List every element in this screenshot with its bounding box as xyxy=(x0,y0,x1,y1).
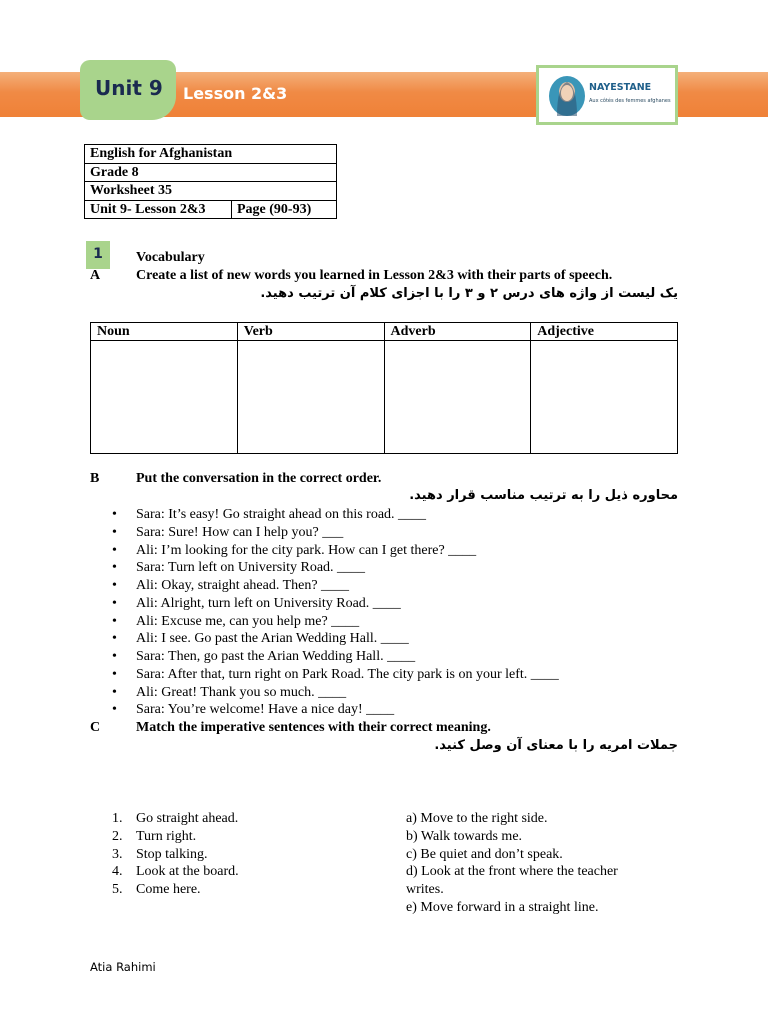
logo-woman-icon xyxy=(549,76,585,116)
list-item: 1. Go straight ahead. xyxy=(112,811,239,826)
meaning: e) Move forward in a straight line. xyxy=(406,899,599,915)
conversation-line: Sara: Turn left on University Road. ____ xyxy=(136,560,366,576)
list-item: • Sara: It’s easy! Go straight ahead on this road. ____ xyxy=(112,507,427,522)
adjective-cell[interactable] xyxy=(531,341,678,454)
part-b-instruction-fa: محاوره ذیل را به ترتیب مناسب قرار دهید. xyxy=(409,488,678,503)
sentence-list xyxy=(108,810,239,899)
section-title: Vocabulary xyxy=(136,250,205,265)
info-grade: Grade 8 xyxy=(85,163,337,182)
sentence: Come here. xyxy=(136,882,201,897)
list-item: • Sara: Then, go past the Arian Wedding Hall. ____ xyxy=(112,649,416,664)
conversation-line: Ali: Great! Thank you so much. ____ xyxy=(136,684,347,700)
list-item: • Ali: I’m looking for the city park. How can I get there? ____ xyxy=(112,542,477,558)
list-item: • Sara: Turn left on University Road. ____ xyxy=(112,560,366,576)
conversation-line: Sara: You’re welcome! Have a nice day! ____ xyxy=(136,702,395,718)
info-table xyxy=(84,144,337,219)
lesson-title: Lesson 2&3 xyxy=(183,84,288,103)
part-b-instruction: Put the conversation in the correct order. xyxy=(136,471,382,486)
section-number: 1 xyxy=(86,241,110,269)
parts-of-speech-table xyxy=(90,322,678,454)
conversation-line: Ali: Okay, straight ahead. Then? ____ xyxy=(136,578,350,593)
meaning: c) Be quiet and don’t speak. xyxy=(406,846,563,862)
adverb-cell[interactable] xyxy=(384,341,531,454)
list-item: • Ali: I see. Go past the Arian Wedding Hall. ____ xyxy=(112,631,409,647)
logo-tagline: Aux côtés des femmes afghanes xyxy=(589,98,671,104)
list-item: • Ali: Excuse me, can you help me? ____ xyxy=(112,613,360,629)
sentence: Stop talking. xyxy=(136,846,208,862)
column-noun: Noun xyxy=(91,323,238,341)
list-item: • Ali: Okay, straight ahead. Then? ____ xyxy=(112,578,350,593)
list-item: • Ali: Alright, turn left on University Road. ____ xyxy=(112,595,401,611)
column-adjective: Adjective xyxy=(531,323,678,341)
meaning: d) Look at the front where the teacher writes. xyxy=(406,864,618,897)
info-worksheet: Worksheet 35 xyxy=(85,182,337,201)
meaning: a) Move to the right side. xyxy=(406,811,548,826)
info-page: Page (90-93) xyxy=(232,200,337,219)
conversation-list xyxy=(108,506,559,719)
part-c-letter: C xyxy=(90,720,101,735)
sentence: Turn right. xyxy=(136,828,197,844)
conversation-line: Sara: Then, go past the Arian Wedding Hall. ____ xyxy=(136,649,416,664)
conversation-line: Ali: I see. Go past the Arian Wedding Hall. ____ xyxy=(136,631,409,647)
info-book: English for Afghanistan xyxy=(85,145,337,164)
verb-cell[interactable] xyxy=(237,341,384,454)
list-item: • Sara: After that, turn right on Park Road. The city park is on your left. ____ xyxy=(112,666,559,682)
part-c-instruction-fa: جملات امریه را با معنای آن وصل کنید. xyxy=(434,738,678,753)
info-lesson: Unit 9- Lesson 2&3 xyxy=(85,200,232,219)
column-verb: Verb xyxy=(237,323,384,341)
meaning: b) Walk towards me. xyxy=(406,828,523,844)
meaning-list xyxy=(406,810,656,917)
column-adverb: Adverb xyxy=(384,323,531,341)
list-item: • Ali: Great! Thank you so much. ____ xyxy=(112,684,347,700)
logo-name: NAYESTANE xyxy=(589,82,652,93)
footer-author: Atia Rahimi xyxy=(90,960,156,974)
conversation-line: Ali: Excuse me, can you help me? ____ xyxy=(136,613,360,629)
list-item: 4. Look at the board. xyxy=(112,864,239,880)
conversation-line: Sara: Sure! How can I help you? ___ xyxy=(136,524,344,540)
part-b-letter: B xyxy=(90,471,100,486)
conversation-line: Ali: I’m looking for the city park. How can I get there? ____ xyxy=(136,542,477,558)
logo xyxy=(536,65,678,125)
noun-cell[interactable] xyxy=(91,341,238,454)
part-c-instruction: Match the imperative sentences with their correct meaning. xyxy=(136,720,491,735)
list-item: 3. Stop talking. xyxy=(112,846,208,862)
sentence: Look at the board. xyxy=(136,864,239,880)
part-a-instruction: Create a list of new words you learned in Lesson 2&3 with their parts of speech. xyxy=(136,268,613,283)
unit-title: Unit 9 xyxy=(95,76,163,100)
list-item: 5. Come here. xyxy=(112,882,201,897)
conversation-line: Sara: It’s easy! Go straight ahead on this road. ____ xyxy=(136,507,427,522)
conversation-line: Sara: After that, turn right on Park Road. The city park is on your left. ____ xyxy=(136,666,559,682)
list-item: • Sara: Sure! How can I help you? ___ xyxy=(112,524,344,540)
sentence: Go straight ahead. xyxy=(136,811,239,826)
part-a-instruction-fa: یک لیست از واژه های درس ۲ و ۳ را با اجزای کلام آن ترتیب دهید. xyxy=(260,286,678,301)
conversation-line: Ali: Alright, turn left on University Road. ____ xyxy=(136,595,401,611)
list-item: • Sara: You’re welcome! Have a nice day! ____ xyxy=(112,702,395,718)
part-a-letter: A xyxy=(90,268,101,283)
list-item: 2. Turn right. xyxy=(112,828,197,844)
